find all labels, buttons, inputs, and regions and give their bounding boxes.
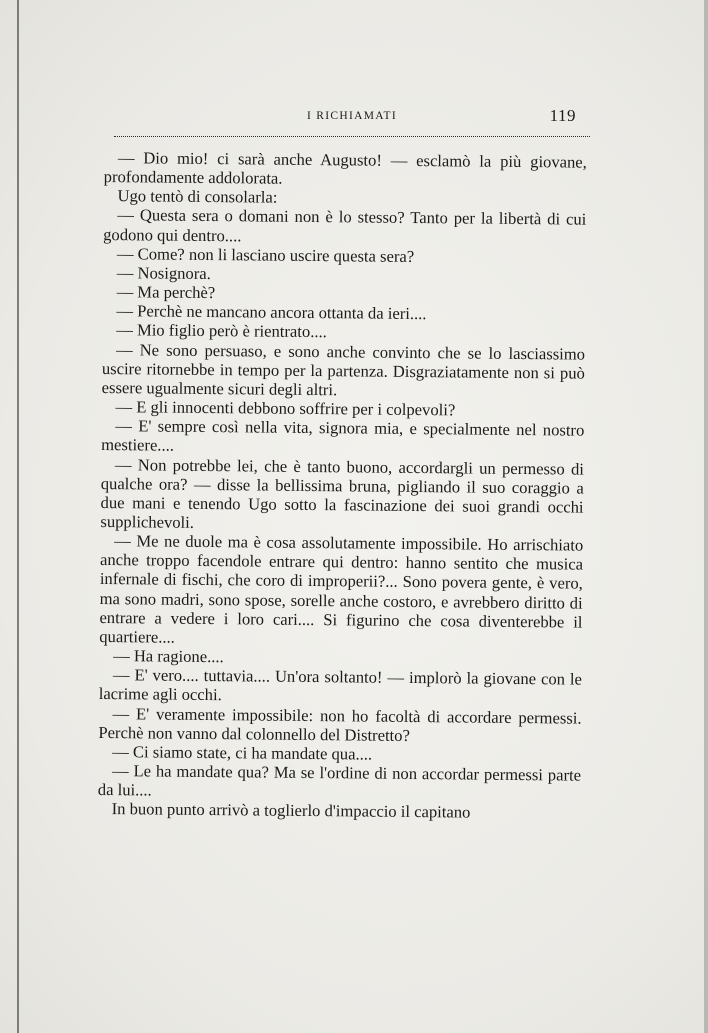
- paragraph: Ugo tentò di consolarla:: [117, 186, 278, 207]
- paragraph: — E' veramente impossibile: non ho facoltà di accordare permessi. Perchè non vanno dal colonnello del Distretto?: [98, 703, 582, 745]
- paragraph: — Ma perchè?: [116, 282, 216, 303]
- paragraph: — Perchè ne mancano ancora ottanta da ieri....: [116, 301, 427, 324]
- body-text: [98, 148, 587, 823]
- running-header: [114, 106, 590, 137]
- paragraph: — Nosignora.: [116, 263, 211, 283]
- running-title: I RICHIAMATI: [306, 110, 398, 122]
- paragraph: — Me ne duole ma è cosa assolutamente impossibile. Ho arrischiato anche troppo facendole entrare qui dentro: hanno sentito che musica infernale di fischi, che coro di improperii?... Sono povera gente, è vero, ma sono madri, sono spose, sorelle anche costoro, e avrebbero diritto di entrare a vedere i loro cari.... Si figurino che cosa diventerebbe il quartiere....: [99, 531, 584, 647]
- paragraph: — Questa sera o domani non è lo stesso? Tanto per la libertà di cui godono qui dentro....: [103, 205, 587, 245]
- binding-edge: [17, 0, 19, 1033]
- paragraph: — Le ha mandate qua? Ma se l'ordine di non accordar permessi parte da lui....: [97, 761, 582, 800]
- paragraph: — E' sempre così nella vita, signora mia, e specialmente nel nostro mestiere....: [101, 416, 585, 456]
- paragraph: — E' vero.... tuttavia.... Un'ora soltanto! — implorò la giovane con le lacrime agli occhi.: [98, 665, 583, 705]
- paragraph: — Dio mio! ci sarà anche Augusto! — esclamò la più giovane, profondamente addolorata.: [103, 148, 587, 188]
- paragraph: — Non potrebbe lei, che è tanto buono, accordargli un permesso di qualche ora? — disse la bellissima bruna, pigliando il suo coraggio a due mani e tenendo Ugo sotto la fascinazione dei suoi grandi occhi supplichevoli.: [100, 454, 585, 532]
- paragraph: — Ci siamo state, ci ha mandate qua....: [112, 741, 373, 764]
- paragraph: — Ne sono persuaso, e sono anche convinto che se lo lasciassimo uscire ritornebbe in tempo per la partenza. Disgraziatamente non si può essere ugualmente sicuri degli altri.: [101, 339, 586, 400]
- paragraph: In buon punto arrivò a toglierlo d'impaccio il capitano: [111, 799, 471, 822]
- paragraph: — Come? non li lasciano uscire questa sera?: [116, 243, 415, 266]
- page-number: 119: [549, 106, 576, 125]
- page-edge: [704, 0, 708, 1033]
- paragraph: — E gli innocenti debbono soffrire per i colpevoli?: [115, 397, 456, 420]
- paragraph: — Ha ragione....: [113, 646, 224, 667]
- paragraph: — Mio figlio però è rientrato....: [116, 320, 327, 342]
